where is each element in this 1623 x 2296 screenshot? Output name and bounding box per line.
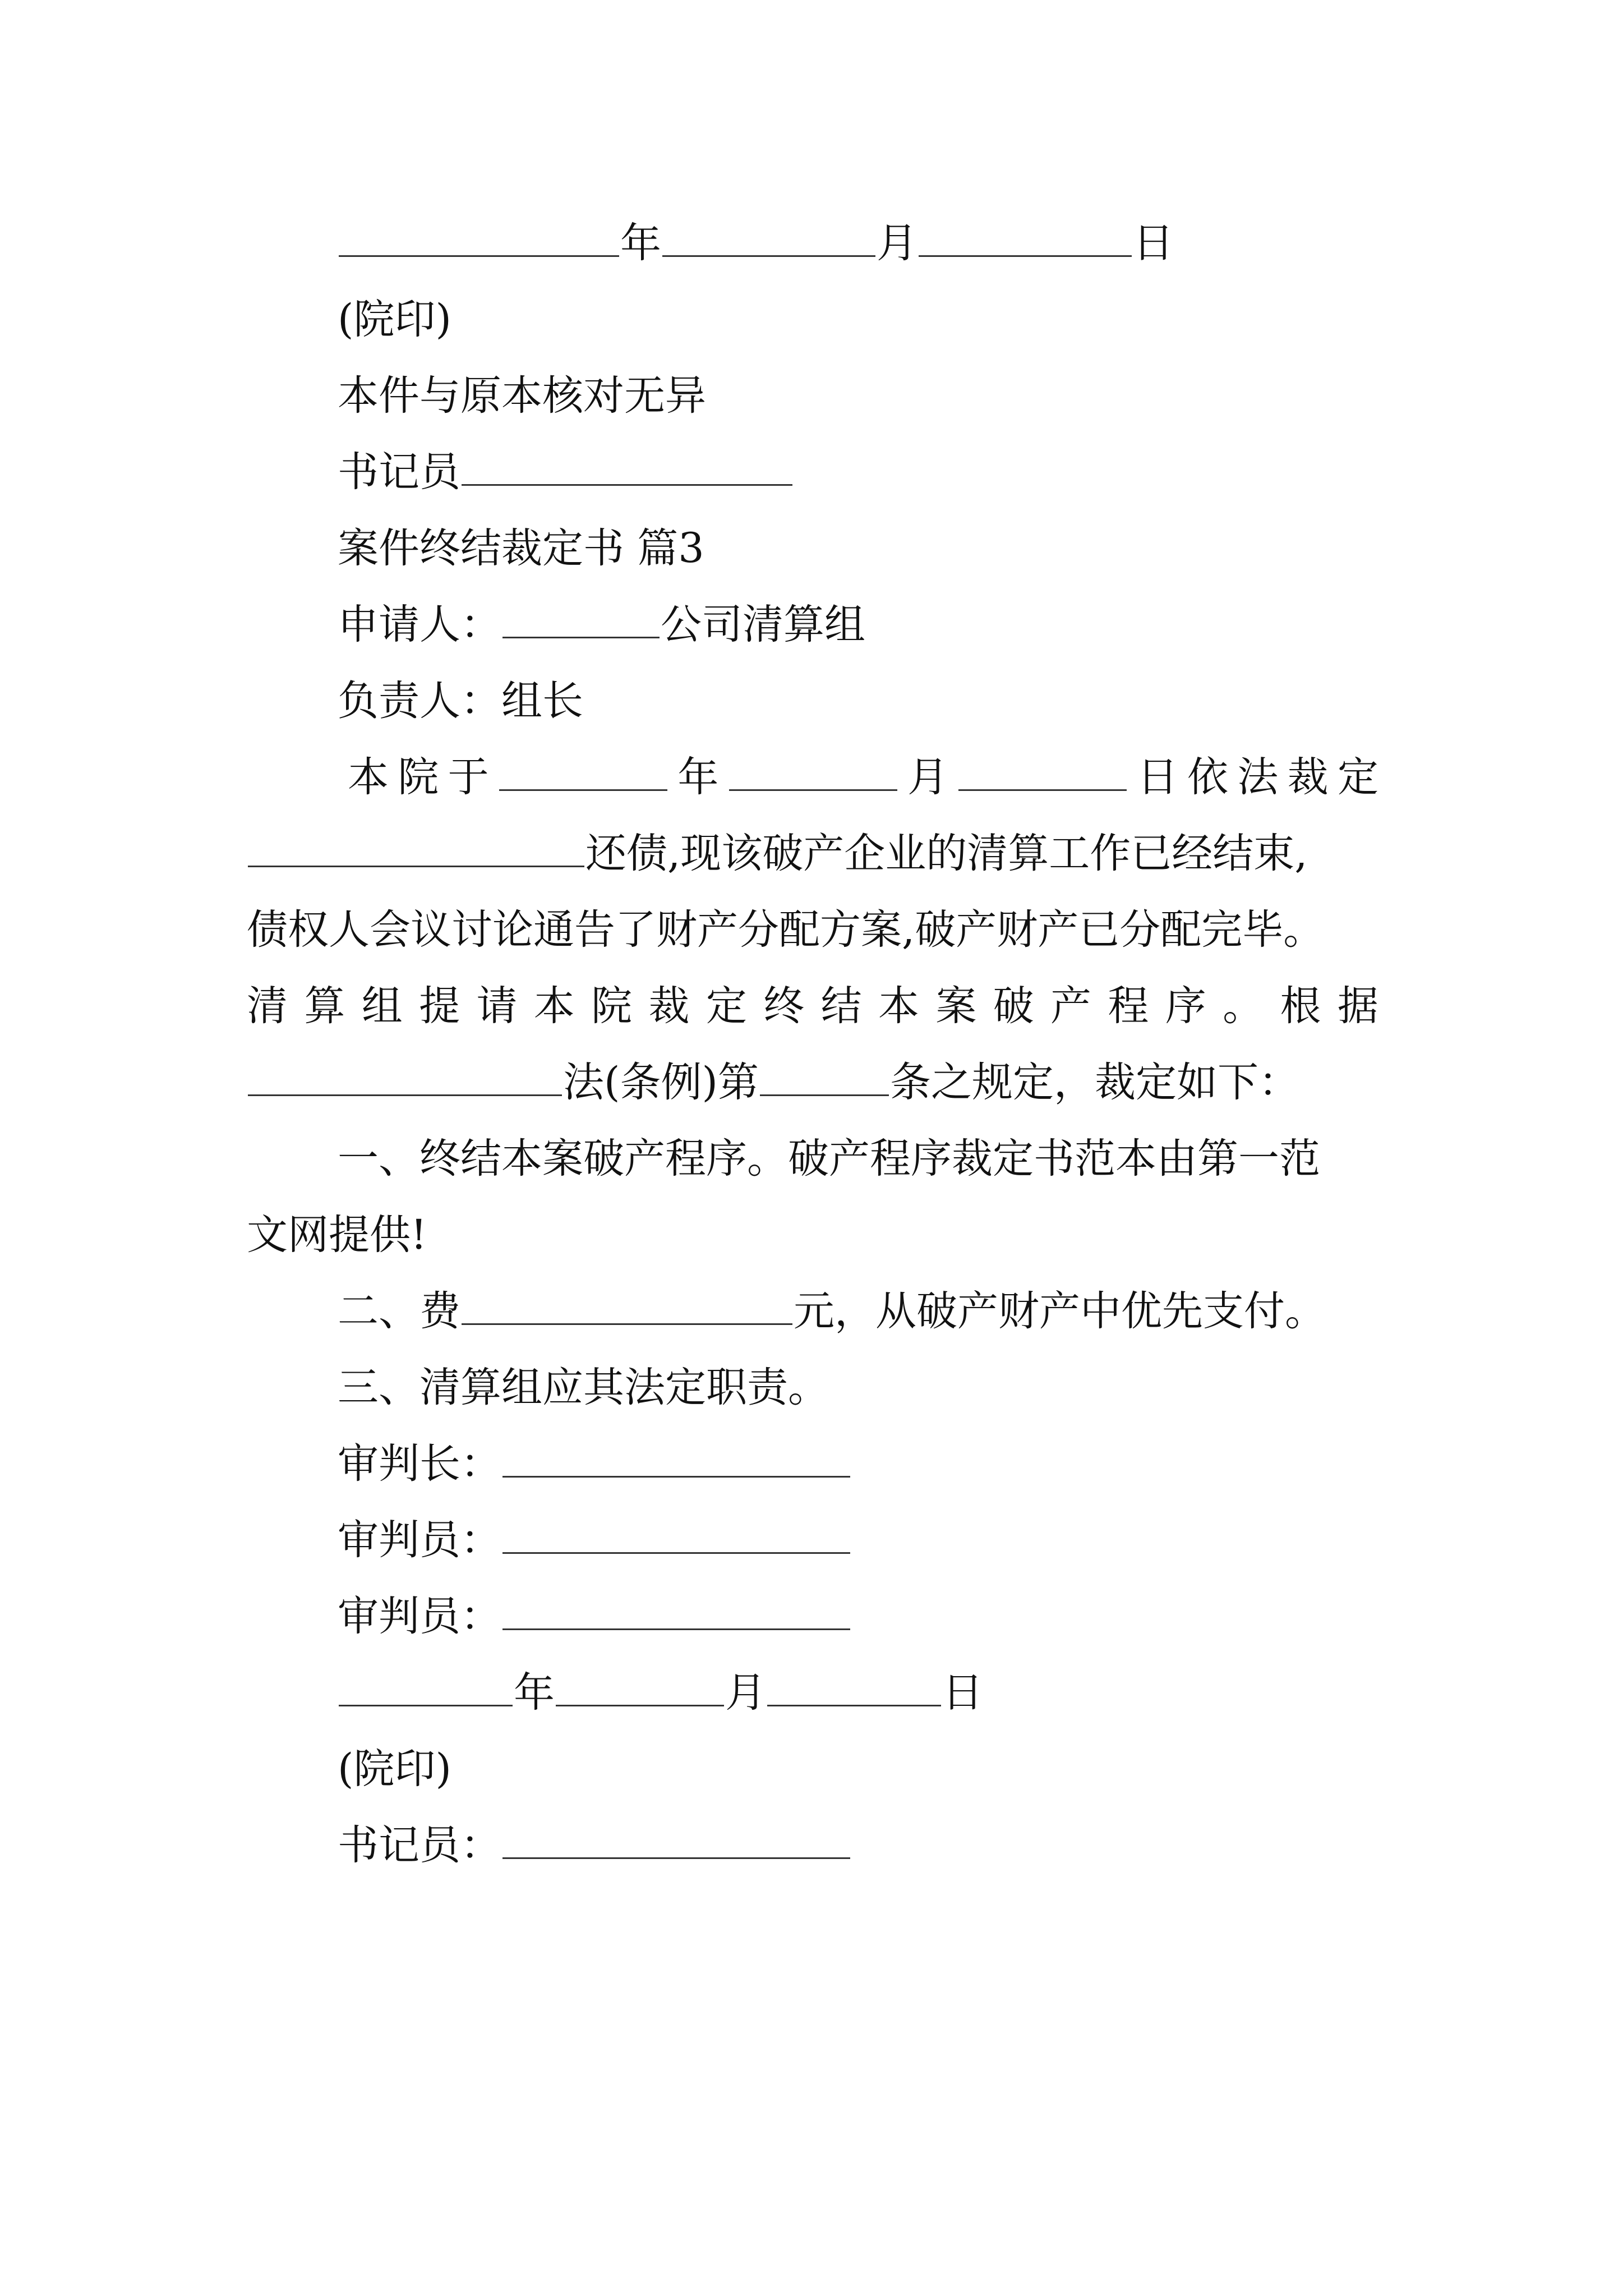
law-label: 法(条例)第 [563, 1059, 759, 1106]
article-blank [760, 1055, 889, 1096]
item1-line2: 文网提供! [247, 1211, 427, 1259]
date-line-1 [338, 210, 1174, 277]
char: 定 [706, 982, 747, 1030]
char: 院 [591, 982, 633, 1030]
char: 组 [361, 982, 403, 1030]
applicant-prefix: 申请人： [338, 601, 501, 648]
para1-line2-text: 还债,现该破产企业的清算工作已经结束, [585, 830, 1308, 877]
judge-chief-line [338, 1430, 851, 1498]
seal-2: (院印) [338, 1745, 451, 1793]
char: 裁 [1287, 753, 1329, 801]
char: 请 [476, 982, 518, 1030]
day-label: 日 [1133, 219, 1174, 267]
para1-line5 [247, 1049, 1299, 1116]
month-label: 月 [877, 219, 917, 267]
verify-note: 本件与原本核对无异 [338, 372, 706, 420]
year-blank [499, 750, 667, 791]
judge-chief-label: 审判长： [338, 1440, 501, 1488]
day-label: 日 [942, 1669, 983, 1717]
char: 依 [1187, 753, 1228, 801]
char: 破 [993, 982, 1034, 1030]
month-blank [729, 750, 897, 791]
char: 裁 [648, 982, 690, 1030]
char: 本 [348, 753, 389, 801]
ruling-lead: 条之规定，裁定如下： [889, 1059, 1299, 1106]
char: 清 [247, 982, 288, 1030]
judge-2-blank [502, 1589, 850, 1630]
char: 产 [1050, 982, 1092, 1030]
clerk-line-2 [338, 1812, 851, 1879]
item2-line [338, 1278, 1326, 1345]
char: 本 [878, 982, 919, 1030]
year-blank [339, 1665, 513, 1706]
char: 案 [935, 982, 977, 1030]
char: 于 [448, 753, 489, 801]
judge-1-blank [502, 1513, 850, 1554]
day-blank [767, 1665, 941, 1706]
item3-line: 三、清算组应其法定职责。 [338, 1364, 829, 1411]
char: 。 [1223, 982, 1264, 1030]
applicant-blank [502, 597, 660, 638]
clerk-2-blank [502, 1818, 850, 1859]
reason-blank [248, 826, 584, 867]
month-blank [662, 216, 875, 257]
char: 法 [1237, 753, 1279, 801]
char: 算 [304, 982, 345, 1030]
clerk-label: 书记员 [338, 448, 460, 496]
section-title: 案件终结裁定书 篇3 [338, 524, 704, 572]
applicant-suffix: 公司清算组 [661, 601, 865, 648]
item2-prefix: 二、费 [338, 1287, 460, 1335]
year-label: 年 [620, 219, 661, 267]
char: 序 [1165, 982, 1206, 1030]
law-blank [248, 1055, 562, 1096]
char: 月 [907, 753, 948, 801]
judge-1-label: 审判员： [338, 1516, 501, 1564]
para1-line2 [247, 820, 1307, 887]
char: 提 [419, 982, 460, 1030]
judge-2-line [338, 1583, 851, 1650]
judge-1-line [338, 1507, 851, 1574]
responsible-line: 负责人：组长 [338, 677, 583, 725]
month-label: 月 [725, 1669, 766, 1717]
judge-2-label: 审判员： [338, 1593, 501, 1640]
char: 据 [1337, 982, 1378, 1030]
clerk-blank [462, 445, 792, 486]
fee-blank [462, 1284, 792, 1325]
clerk-line-1 [338, 439, 794, 506]
char: 终 [763, 982, 805, 1030]
char: 根 [1280, 982, 1321, 1030]
judge-chief-blank [502, 1437, 850, 1478]
applicant-line [338, 591, 865, 659]
char: 院 [398, 753, 439, 801]
day-blank [958, 750, 1127, 791]
month-blank [556, 1665, 724, 1706]
day-blank [919, 216, 1132, 257]
item1-line1: 一、终结本案破产程序。破产程序裁定书范本由第一范 [338, 1135, 1320, 1182]
clerk-2-label: 书记员： [338, 1821, 501, 1869]
char: 定 [1337, 753, 1378, 801]
year-blank [339, 216, 619, 257]
seal-1: (院印) [338, 296, 451, 343]
char: 年 [677, 753, 719, 801]
char: 程 [1108, 982, 1149, 1030]
para1-line4 [247, 973, 1378, 1040]
para1-line1 [348, 744, 1378, 811]
date-line-2 [338, 1659, 983, 1727]
year-label: 年 [514, 1669, 555, 1717]
item2-suffix: 元，从破产财产中优先支付。 [794, 1287, 1326, 1335]
char: 结 [820, 982, 862, 1030]
para1-line3: 债权人会议讨论通告了财产分配方案,破产财产已分配完毕。 [247, 906, 1325, 954]
char: 日 [1137, 753, 1178, 801]
char: 本 [533, 982, 575, 1030]
